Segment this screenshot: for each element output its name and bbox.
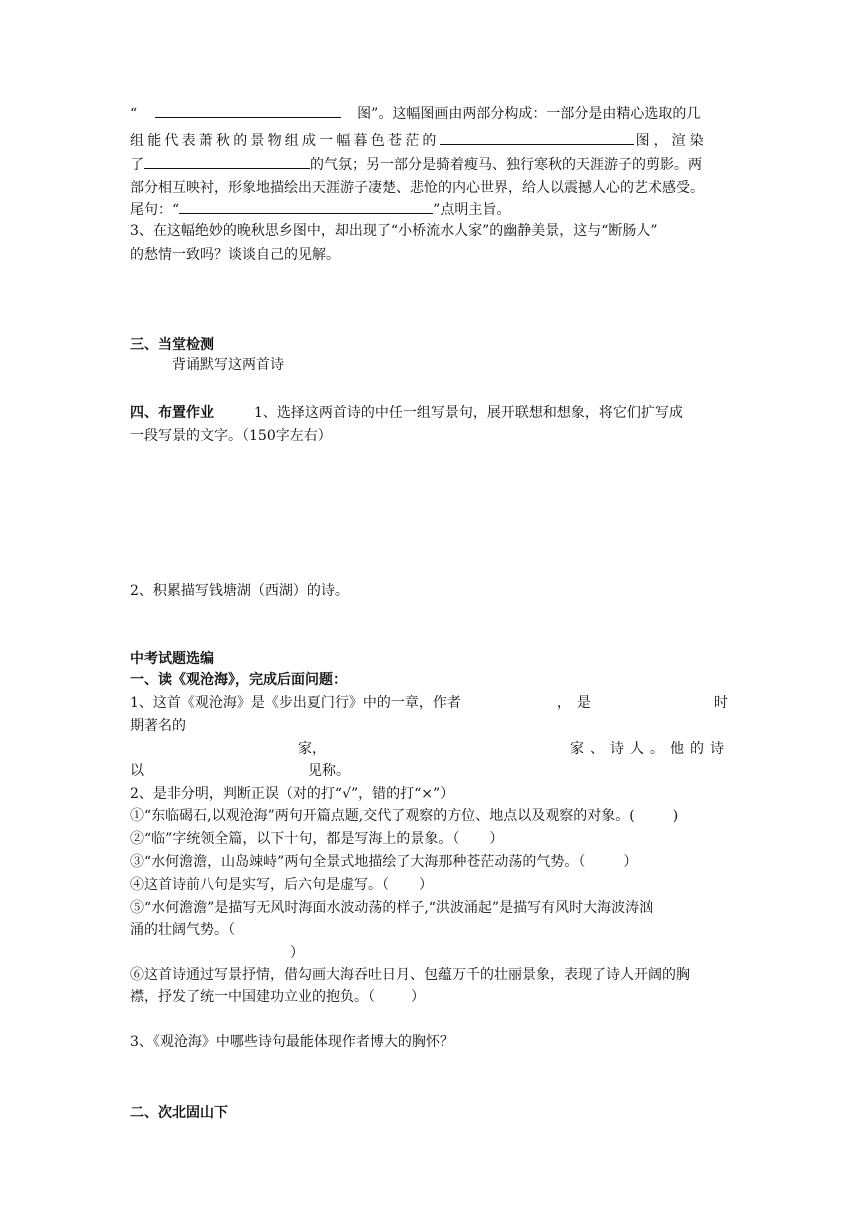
exam-q1-line-3 — [130, 740, 730, 758]
statement-2 — [130, 830, 730, 848]
section-3-body: 背诵默写这两首诗 — [172, 357, 284, 373]
blank-title[interactable] — [155, 104, 341, 118]
homework-item-2: 2、积累描写钱塘湖（西湖）的诗。 — [130, 583, 349, 599]
intro-line-3 — [130, 155, 730, 174]
section-4-line-1 — [130, 404, 730, 422]
exam-q1-text: ，是 — [556, 695, 597, 711]
exam-q1-text: 家， — [298, 741, 326, 757]
exam-q1-text: 家、诗人。他的诗 — [570, 741, 730, 757]
answer-bracket[interactable]: ） — [411, 989, 425, 1005]
intro-text: 组能代表萧秋的景物组成一幅暮色苍茫的 — [130, 133, 440, 149]
intro-text: 的气氛；另一部分是骑着瘦马、独行寒秋的天涯游子的剪影。两 — [310, 157, 702, 173]
answer-bracket[interactable]: ） — [623, 854, 638, 870]
exam-q1-line-2: 期著名的 — [130, 718, 186, 734]
intro-line-1 — [130, 104, 730, 123]
exam-q3: 3、《观沧海》中哪些诗句最能体现作者博大的胸怀？ — [130, 1034, 454, 1050]
statement-6-line-2 — [130, 988, 730, 1006]
answer-bracket[interactable]: ) — [672, 808, 679, 824]
statement-text: ①“东临碣石,以观沧海”两句开篇点题,交代了观察的方位、地点以及观察的对象。( — [130, 808, 635, 824]
blank-scene[interactable] — [440, 131, 634, 145]
homework-item-1: 1、选择这两首诗的中任一组写景句，展开联想和想象，将它们扩写成 — [254, 405, 683, 421]
blank-final-line[interactable] — [179, 200, 433, 214]
question-3-line-1: 3、在这幅绝妙的晚秋思乡图中，却出现了“小桥流水人家”的幽静美景，这与“断肠人” — [130, 223, 658, 239]
intro-text: 尾句：“ — [130, 202, 180, 218]
question-3-line-2: 的愁情一致吗？谈谈自己的见解。 — [130, 247, 340, 263]
exam-q1-text: 以 — [130, 763, 144, 779]
intro-text: 图”。这幅图画由两部分构成：一部分是由精心选取的几 — [357, 106, 701, 122]
statement-3 — [130, 853, 730, 871]
intro-text: 了 — [130, 157, 144, 173]
exam-q2: 2、是非分明，判断正误（对的打“√”，错的打“×”） — [130, 786, 455, 802]
intro-line-2 — [130, 131, 730, 150]
intro-line-4: 部分相互映衬，形象地描绘出天涯游子凄楚、悲怆的内心世界，给人以震撼人心的艺术感受。 — [130, 180, 704, 196]
section-4-heading: 四、布置作业 — [130, 405, 214, 421]
exam-q1-text: 时 — [714, 695, 728, 711]
statement-5-line-1: ⑤“水何澹澹”是描写无风时海面水波动荡的样子,“洪波涌起”是描写有风时大海波涛汹 — [130, 900, 654, 916]
section-3-heading: 三、当堂检测 — [130, 337, 214, 353]
answer-bracket[interactable]: ） — [419, 877, 433, 893]
statement-text: 涌的壮阔气势。（ — [130, 922, 235, 938]
exam-q1-line-1 — [130, 694, 730, 712]
open-quote: “ — [130, 106, 138, 122]
statement-text: ④这首诗前八句是实写，后六句是虚写。（ — [130, 877, 389, 893]
intro-line-5 — [130, 200, 730, 219]
statement-5-line-3 — [130, 944, 730, 962]
exam-q1-text: 1、这首《观沧海》是《步出夏门行》中的一章，作者 — [130, 695, 461, 711]
statement-text: 襟，抒发了统一中国建功立业的抱负。（ — [130, 989, 375, 1005]
homework-item-1-line-2: 一段写景的文字。（150字左右） — [130, 428, 332, 444]
exam-title: 中考试题选编 — [130, 651, 214, 667]
intro-text: 图，渲染 — [635, 133, 708, 149]
statement-6-line-1: ⑥这首诗通过写景抒情，借勾画大海吞吐日月、包蕴万千的壮丽景象，表现了诗人开阔的胸 — [130, 967, 690, 983]
statement-text: ③“水何澹澹，山岛竦峙”两句全景式地描绘了大海那种苍茫动荡的气势。（ — [130, 854, 586, 870]
answer-bracket[interactable]: ） — [489, 831, 504, 847]
blank-atmosphere[interactable] — [144, 155, 310, 169]
exam-part-2-heading: 二、次北固山下 — [130, 1105, 228, 1121]
answer-bracket[interactable]: ） — [290, 945, 304, 961]
statement-5-line-2 — [130, 921, 730, 939]
exam-q1-text: 见称。 — [308, 763, 350, 779]
intro-text: ”点明主旨。 — [433, 202, 511, 218]
exam-part-1-heading: 一、读《观沧海》，完成后面问题： — [130, 672, 347, 688]
statement-1 — [130, 807, 730, 825]
statement-4 — [130, 876, 730, 894]
statement-text: ②“临”字统领全篇，以下十句，都是写海上的景象。（ — [130, 831, 460, 847]
exam-q1-line-4 — [130, 762, 730, 780]
